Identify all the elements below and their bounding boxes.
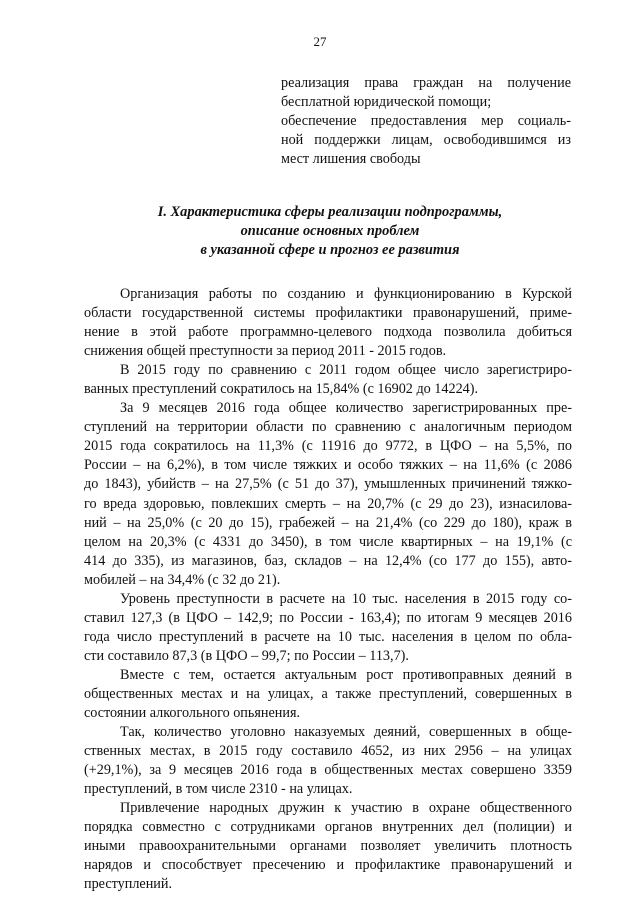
body-text <box>84 285 572 895</box>
paragraph-line: ванных преступлений сократилось на 15,84% (с 16902 до 14224). <box>84 381 479 398</box>
paragraph-line: года число преступлений в расчете на 10 тыс. населения в целом по обла- <box>84 628 572 645</box>
paragraph <box>84 285 572 361</box>
paragraph-line: целом на 20,3% (с 4331 до 3450), в том числе квартирных – на 19,1% (с <box>84 533 572 550</box>
paragraph-line: 2015 года сократилось на 11,3% (с 11916 до 9772, в ЦФО – на 5,5%, по <box>84 438 572 455</box>
paragraph-line: нение в этой работе программно-целевого подхода позволила добиться <box>84 324 572 341</box>
paragraph-line: ственных местах, в 2015 году составило 4652, из них 2956 – на улицах <box>84 743 572 760</box>
paragraph <box>84 590 572 666</box>
paragraph-line: го вреда здоровью, повлекших смерть – на 20,7% (с 29 до 23), изнасилова- <box>84 495 572 512</box>
paragraph-line: преступлений. <box>84 876 173 893</box>
top-list <box>281 74 571 169</box>
paragraph-line: ний – на 25,0% (с 20 до 15), грабежей – на 21,4% (со 229 до 180), краж в <box>84 514 572 531</box>
paragraph <box>84 666 572 723</box>
paragraph-line: нарядов и способствует пресечению и профилактике правонарушений и <box>84 857 572 874</box>
paragraph-line: мобилей – на 34,4% (с 32 до 21). <box>84 571 281 588</box>
paragraph-line: порядка совместно с сотрудниками органов внутренних дел (полиции) и <box>84 819 572 836</box>
paragraph-line: преступлений, в том числе 2310 - на улицах. <box>84 781 353 798</box>
paragraph-line: Так, количество уголовно наказуемых деяний, совершенных в обще- <box>120 724 572 741</box>
paragraph-line: Уровень преступности в расчете на 10 тыс. населения в 2015 году со- <box>120 590 572 607</box>
paragraph-line: В 2015 году по сравнению с 2011 годом общее число зарегистриро- <box>120 362 572 379</box>
paragraph-line: до 1843), убийств – на 27,5% (с 51 до 37), умышленных причинений тяжко- <box>84 476 572 493</box>
top-list-line: бесплатной юридической помощи; <box>281 93 492 110</box>
heading-line: I. Характеристика сферы реализации подпрограммы, <box>157 204 503 220</box>
paragraph-line: общественных местах и на улицах, а также преступлений, совершенных в <box>84 685 572 702</box>
paragraph-line: иными правоохранительными органами позволяет увеличить плотность <box>84 838 572 855</box>
paragraph <box>84 799 572 894</box>
paragraph <box>84 723 572 799</box>
heading-line: в указанной сфере и прогноз ее развития <box>200 242 460 258</box>
heading-line: описание основных проблем <box>240 223 420 239</box>
paragraph-line: За 9 месяцев 2016 года общее количество зарегистрированных пре- <box>120 400 572 417</box>
paragraph-line: Организация работы по созданию и функционированию в Курской <box>120 286 572 302</box>
paragraph-line: 414 до 335), из магазинов, баз, складов – на 12,4% (со 177 до 155), авто- <box>84 552 572 569</box>
paragraph-line: области государственной системы профилактики правонарушений, приме- <box>84 305 572 322</box>
top-list-line: обеспечение предоставления мер социаль- <box>281 112 571 129</box>
paragraph-line: ставил 127,3 (в ЦФО – 142,9; по России - 163,4); по итогам 9 месяцев 2016 <box>84 609 572 626</box>
paragraph-line: Привлечение народных дружин к участию в охране общественного <box>120 800 572 817</box>
paragraph <box>84 399 572 589</box>
paragraph-line: сти составило 87,3 (в ЦФО – 99,7; по России – 113,7). <box>84 647 409 664</box>
top-list-line: реализация права граждан на получение <box>281 75 571 91</box>
paragraph-line: Вместе с тем, остается актуальным рост противоправных деяний в <box>120 666 572 683</box>
paragraph-line: ступлений на территории области по сравнению с аналогичным периодом <box>84 419 572 436</box>
page-number: 27 <box>313 34 327 49</box>
paragraph-line: снижения общей преступности за период 2011 - 2015 годов. <box>84 343 447 360</box>
paragraph-line: (+29,1%), за 9 месяцев 2016 года в общественных местах совершено 3359 <box>84 762 572 779</box>
top-list-line: мест лишения свободы <box>281 150 421 167</box>
paragraph-line: состоянии алкогольного опьянения. <box>84 705 301 722</box>
paragraph-line: России – на 6,2%), в том числе тяжких и особо тяжких – на 11,6% (с 2086 <box>84 457 572 474</box>
top-list-line: ной поддержки лицам, освободившимся из <box>281 131 571 148</box>
paragraph <box>84 361 572 399</box>
section-heading <box>80 203 580 260</box>
